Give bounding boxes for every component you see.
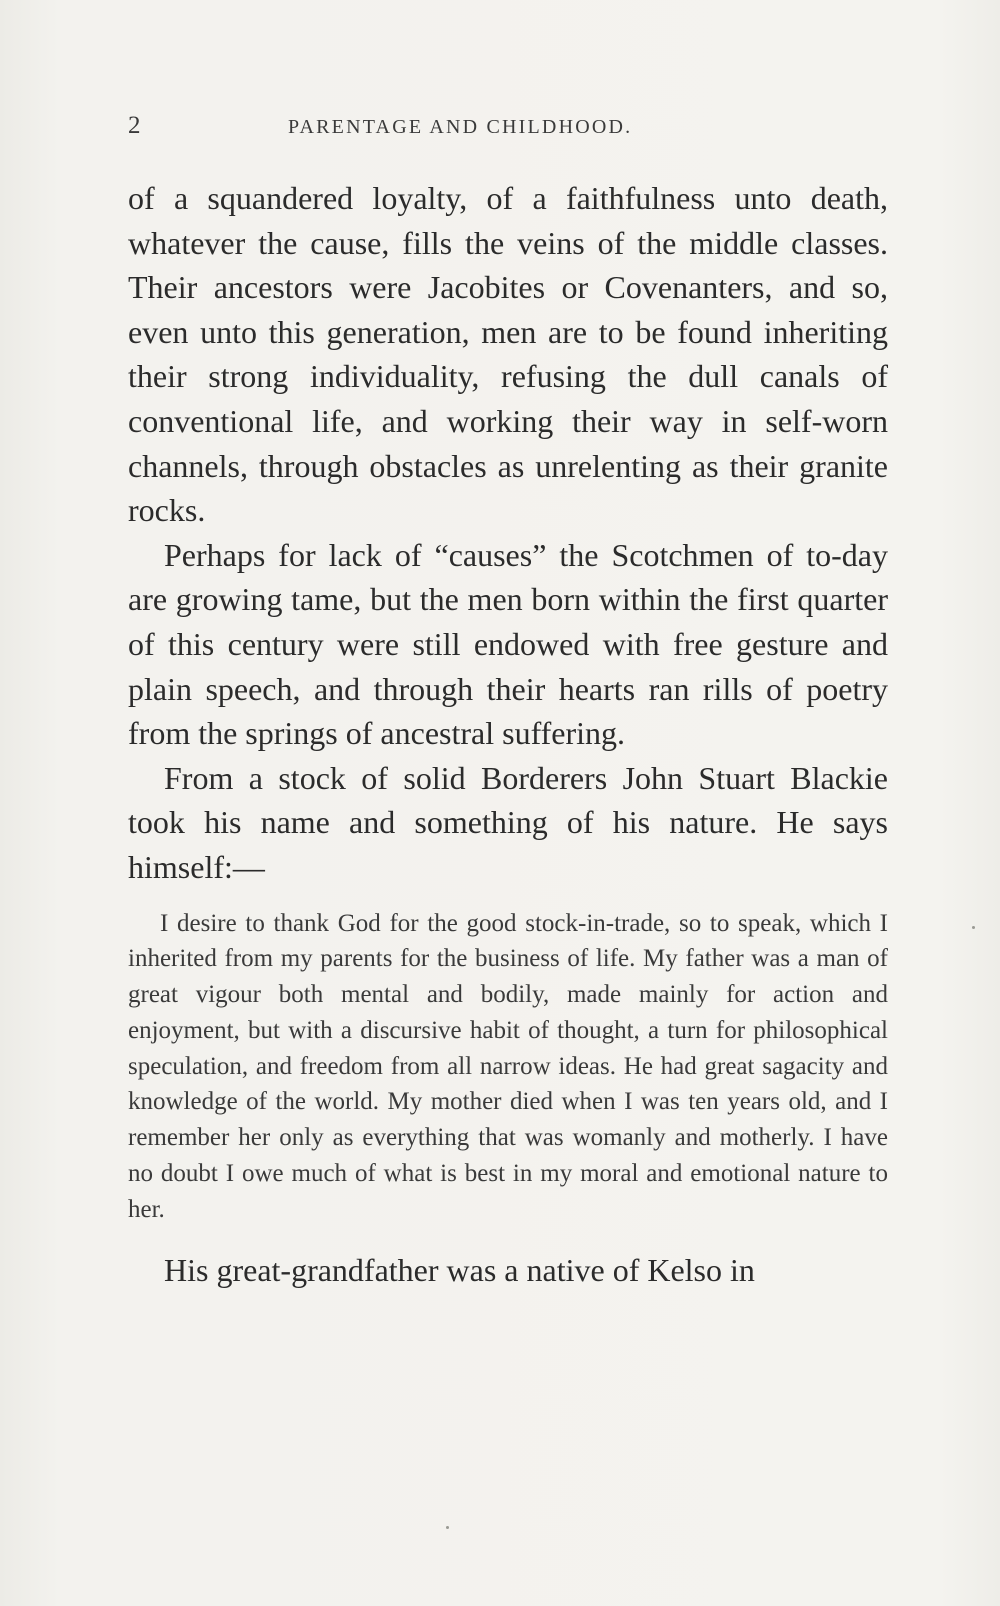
paper-speck (972, 926, 975, 929)
page-body (128, 176, 888, 1292)
paragraph-causes: Perhaps for lack of “causes” the Scotchmen of to-day are growing tame, but the men born within the first quarter of this century were still endowed with free gesture and plain speech, and through their hearts ran rills of poetry from the springs of ancestral suffering. (128, 536, 888, 752)
page-number: 2 (128, 112, 141, 139)
paragraph-great-grandfather: His great-grandfather was a native of Kelso in (164, 1251, 755, 1288)
block-quote: I desire to thank God for the good stock-in-trade, so to speak, which I inherited from my parents for the business of life. My father was a man of great vigour both mental and bodily, made mainly for action and enjoyment, but with a discursive habit of thought, a turn for philosophical speculation, and freedom from all narrow ideas. He had great sagacity and knowledge of the world. My mother died when I was ten years old, and I remember her only as everything that was womanly and motherly. I have no doubt I owe much of what is best in my moral and emotional nature to her. (128, 909, 888, 1223)
paragraph-borderers: From a stock of solid Borderers John Stuart Blackie took his name and something of his nature. He says himself:— (128, 759, 888, 885)
page-header (128, 112, 888, 152)
paper-speck (446, 1526, 449, 1529)
paragraph-continued: of a squandered loyalty, of a faithfulness unto death, whatever the cause, fills the veins of the middle classes. Their ancestors were Jacobites or Covenanters, and so, even unto this generation, men are to be found inheriting their strong individuality, refusing the dull canals of conventional life, and working their way in self-worn channels, through obstacles as unrelenting as their granite rocks. (128, 180, 888, 529)
running-head: PARENTAGE AND CHILDHOOD. (288, 116, 633, 138)
